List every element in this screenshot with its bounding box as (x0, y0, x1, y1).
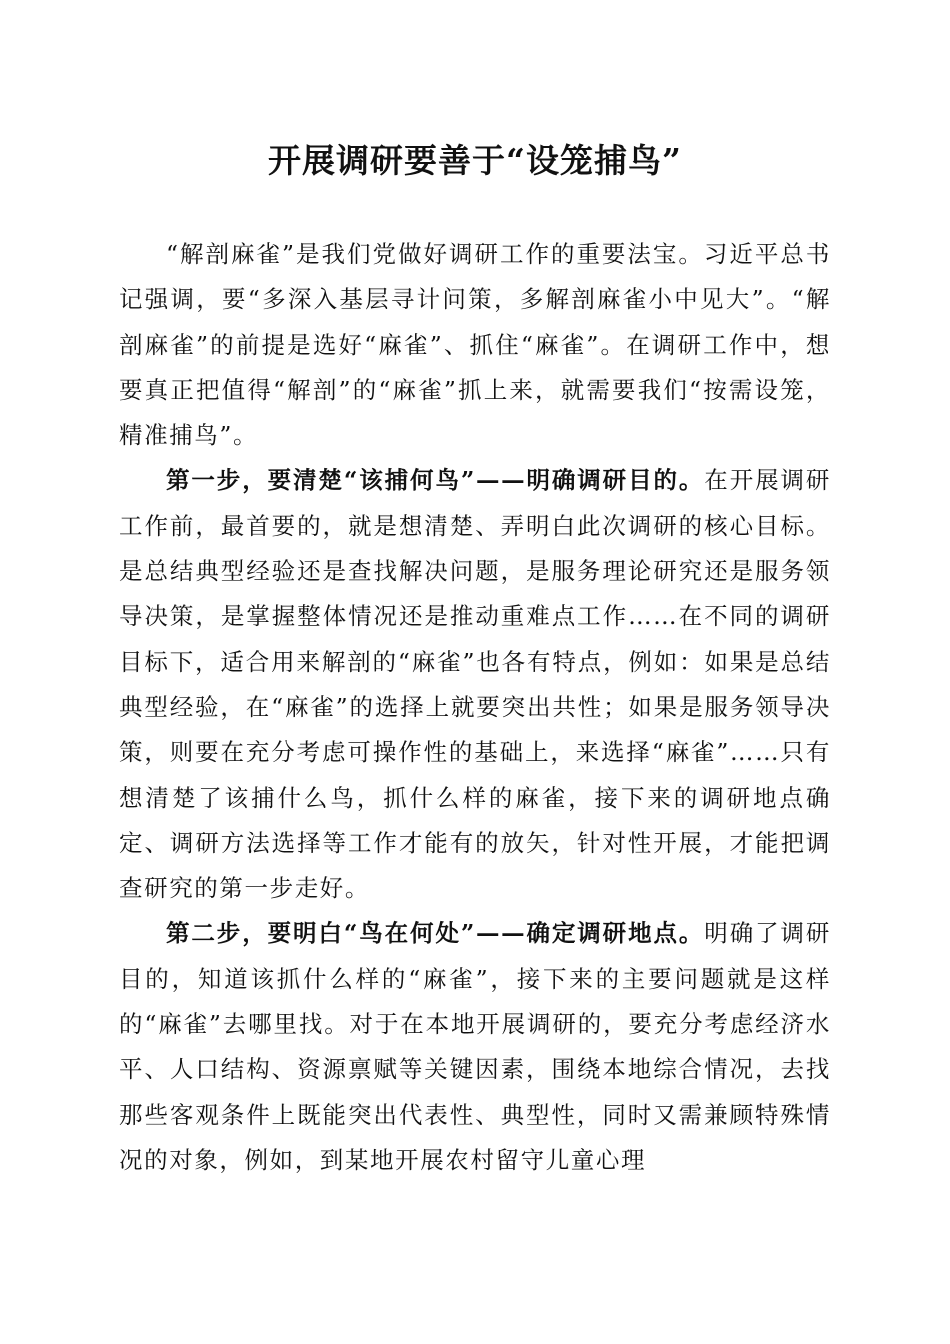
paragraph-text: “解剖麻雀”是我们党做好调研工作的重要法宝。习近平总书记强调，要“多深入基层寻计问策，多解剖麻雀小中见大”。“解剖麻雀”的前提是选好“麻雀”、抓住“麻雀”。在调研工作中，想要真正把值得“解剖”的“麻雀”抓上来，就需要我们“按需设笼，精准捕鸟”。 (119, 240, 831, 450)
paragraph-text: 在开展调研工作前，最首要的，就是想清楚、弄明白此次调研的核心目标。是总结典型经验还是查找解决问题，是服务理论研究还是服务领导决策，是掌握整体情况还是推动重难点工作……在不同的调研目标下，适合用来解剖的“麻雀”也各有特点，例如：如果是总结典型经验，在“麻雀”的选择上就要突出共性；如果是服务领导决策，则要在充分考虑可操作性的基础上，来选择“麻雀”……只有想清楚了该捕什么鸟，抓什么样的麻雀，接下来的调研地点确定、调研方法选择等工作才能有的放矢，针对性开展，才能把调查研究的第一步走好。 (119, 466, 832, 903)
paragraph-intro (119, 232, 831, 458)
document-body (119, 232, 831, 1183)
paragraph-step-one (119, 458, 831, 911)
paragraph-lead-heading: 第二步，要明白“鸟在何处”——确定调研地点。 (166, 919, 705, 948)
paragraph-lead-heading: 第一步，要清楚“该捕何鸟”——明确调研目的。 (166, 466, 705, 495)
paragraph-text: 明确了调研目的，知道该抓什么样的“麻雀”，接下来的主要问题就是这样的“麻雀”去哪里找。对于在本地开展调研的，要充分考虑经济水平、人口结构、资源禀赋等关键因素，围绕本地综合情况，去找那些客观条件上既能突出代表性、典型性，同时又需兼顾特殊情况的对象，例如，到某地开展农村留守儿童心理 (119, 919, 832, 1174)
document-title: 开展调研要善于“设笼捕鸟” (268, 141, 682, 180)
paragraph-step-two (119, 911, 831, 1183)
